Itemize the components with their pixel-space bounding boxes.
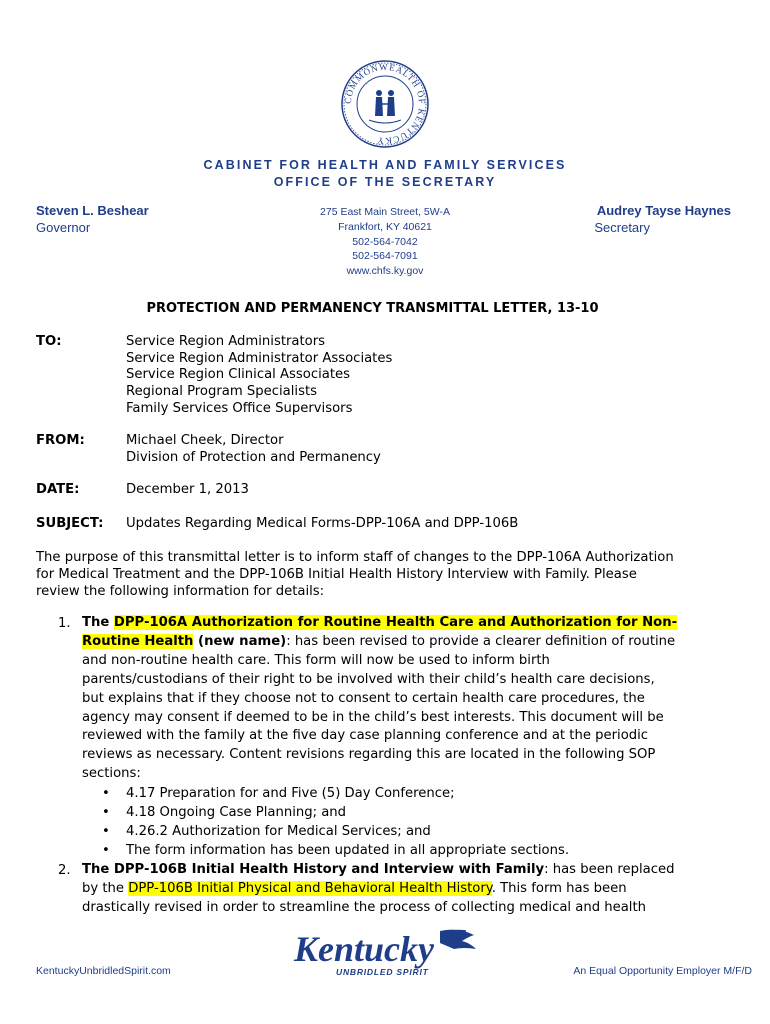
text-line [82,861,675,880]
text-line: but explains that if they choose not to consent to certain health care procedures, the [82,690,645,706]
address-city: Frankfort, KY 40621 [338,220,432,233]
text-line [82,633,677,652]
text-line: sections: [82,766,141,782]
bullet-text: 4.26.2 Authorization for Medical Services; and [126,823,431,839]
text-line: for Medical Treatment and the DPP-106B Initial Health History Interview with Family. Please [36,567,637,582]
text-line: reviews as necessary. Content revisions regarding this are located in the following SOP [82,747,656,763]
sender-division: Division of Protection and Permanency [126,449,381,465]
address-fax: 502-564-7091 [352,250,418,263]
item-number: 2. [58,863,71,878]
bullet-list [102,785,569,861]
item-number: 1. [58,616,71,631]
to-recipients [126,334,392,418]
bullet-text: 4.17 Preparation for and Five (5) Day Conference; [126,786,455,801]
secretary-title: Secretary [594,220,650,235]
svg-text:UNBRIDLED SPIRIT: UNBRIDLED SPIRIT [336,967,429,977]
bullet-text: 4.18 Ongoing Case Planning; and [126,804,347,820]
letter-title: PROTECTION AND PERMANENCY TRANSMITTAL LETTER, 13-10 [146,301,599,316]
text-span: : has been replaced [544,862,675,877]
list-item [102,785,569,804]
footer-website-link[interactable]: KentuckyUnbridledSpirit.com [36,965,171,977]
list-item [102,804,569,823]
bullet-text: The form information has been updated in all appropriate sections. [126,842,570,858]
highlighted-form-name: DPP-106B Initial Physical and Behavioral Health History [128,880,492,896]
text-line: reviewed with the family at the five day case planning conference and at the periodic [82,728,649,744]
governor-title: Governor [36,220,91,235]
to-label: TO: [36,334,62,349]
recipient: Service Region Administrator Associates [126,350,393,366]
text-line [82,880,675,899]
text-line: and non-routine health care. This form will now be used to inform birth [82,652,550,668]
bullet-icon: • [102,823,110,839]
recipient: Service Region Administrators [126,334,326,349]
text-span: by the [82,880,129,896]
bullet-icon: • [102,842,110,858]
cabinet-name: CABINET FOR HEALTH AND FAMILY SERVICES [203,158,567,172]
text-line: parents/custodians of their right to be involved with their child’s health care decisions, [82,671,655,687]
text-line: review the following information for details: [36,584,325,599]
office-address [270,205,500,279]
svg-text:Kentucky: Kentucky [294,929,434,969]
item-2-text [82,861,675,918]
governor-name: Steven L. Beshear [36,203,149,218]
address-street: 275 East Main Street, 5W-A [320,206,450,218]
highlighted-form-name: DPP-106A Authorization for Routine Health Care and Authorization for Non- [113,615,678,630]
recipient: Service Region Clinical Associates [126,367,350,383]
list-item [102,823,569,842]
text-line: drastically revised in order to streamline the process of collecting medical and health [82,899,647,915]
highlighted-form-name: Routine Health [82,633,194,649]
sender-name: Michael Cheek, Director [126,433,284,448]
new-name-note: (new name) [193,633,287,649]
text-line: The purpose of this transmittal letter is to inform staff of changes to the DPP-106A Authorization [36,550,674,565]
text-line: agency may consent if deemed to be in the child’s best interests. This document will be [82,709,664,725]
bullet-icon: • [102,786,110,801]
footer-eoe-statement: An Equal Opportunity Employer M/F/D [573,965,752,977]
kentucky-unbridled-spirit-logo [290,925,490,981]
from-sender [126,433,381,466]
item-lead: The [82,615,114,630]
secretary-name: Audrey Tayse Haynes [596,203,731,218]
kentucky-seal-logo [341,60,429,148]
date-label: DATE: [36,482,80,497]
item-1-text [82,614,677,784]
subject-value: Updates Regarding Medical Forms-DPP-106A and DPP-106B [126,516,519,531]
svg-text:COMMONWEALTH OF KENTUCKY: COMMONWEALTH OF KENTUCKY [342,61,428,147]
from-label: FROM: [36,433,85,448]
text-line [82,614,677,633]
address-phone: 502-564-7042 [352,235,418,248]
item-title: The DPP-106B Initial Health History and Interview with Family [82,862,545,877]
date-value: December 1, 2013 [126,482,249,497]
bullet-icon: • [102,804,110,820]
recipient: Family Services Office Supervisors [126,400,353,416]
list-item [102,842,569,861]
recipient: Regional Program Specialists [126,384,318,400]
purpose-paragraph [36,549,741,600]
office-name: OFFICE OF THE SECRETARY [273,175,497,189]
subject-label: SUBJECT: [36,516,104,531]
address-website: www.chfs.ky.gov [346,265,424,278]
text-span: . This form has been [491,880,627,896]
text-span: : has been revised to provide a clearer definition of routine [286,633,676,649]
